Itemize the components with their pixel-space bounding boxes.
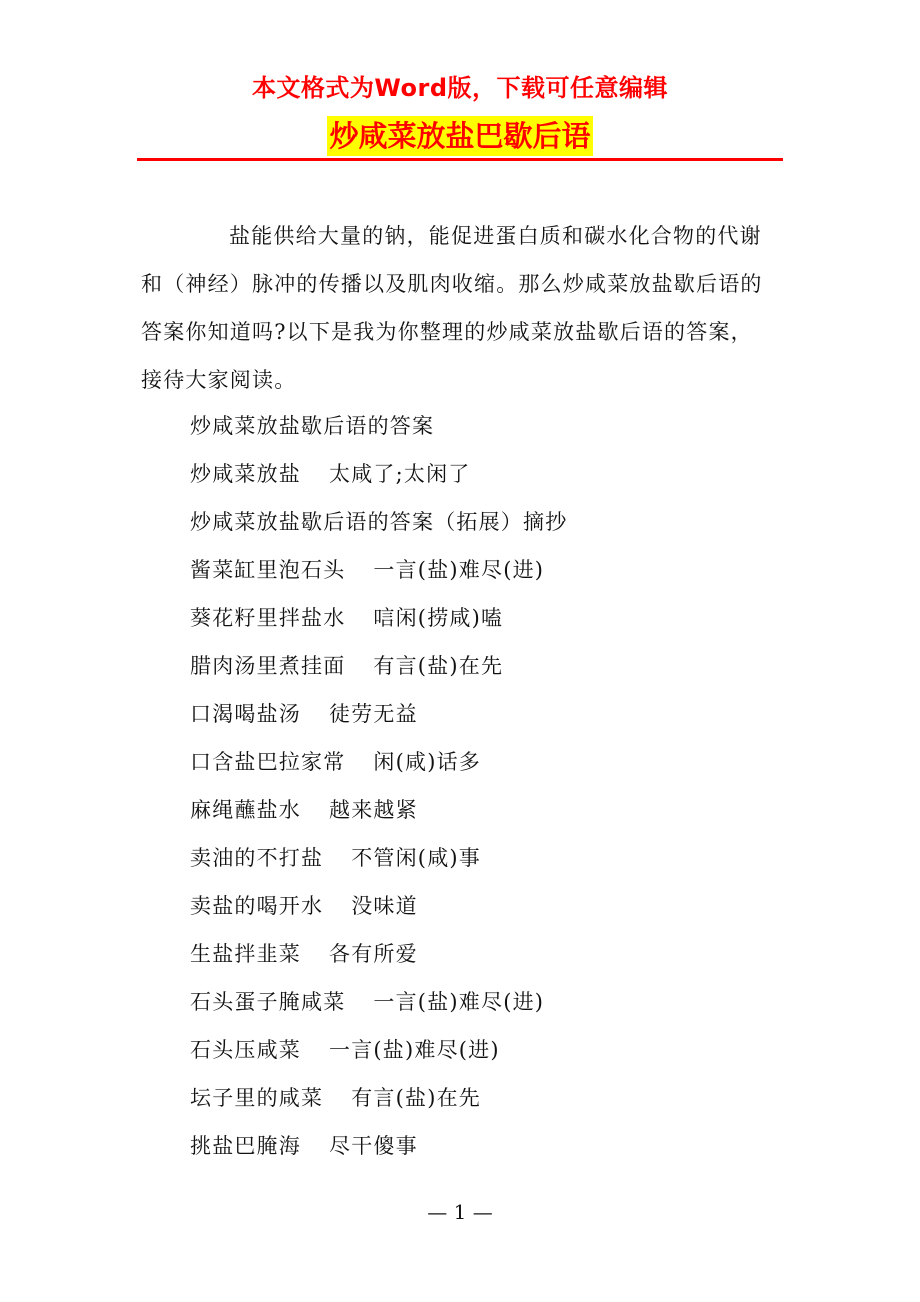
list-item <box>190 498 780 546</box>
list-item <box>190 594 780 642</box>
riddle-part: 口含盐巴拉家常 <box>190 750 346 774</box>
list-item <box>190 930 780 978</box>
list-item <box>190 690 780 738</box>
answer-part: 唁闲(捞咸)嗑 <box>373 606 504 630</box>
riddle-part: 炒咸菜放盐 <box>190 462 301 486</box>
riddle-part: 口渴喝盐汤 <box>190 702 301 726</box>
answer-part: 闲(咸)话多 <box>373 750 481 774</box>
page-number: — 1 — <box>427 1200 493 1224</box>
riddle-part: 坛子里的咸菜 <box>190 1086 324 1110</box>
answer-part: 太咸了;太闲了 <box>329 462 471 486</box>
intro-paragraph: 盐能供给大量的钠，能促进蛋白质和碳水化合物的代谢和（神经）脉冲的传播以及肌肉收缩。那么炒咸菜放盐歇后语的答案你知道吗?以下是我为你整理的炒咸菜放盐歇后语的答案，接待大家阅读。 <box>141 224 763 392</box>
riddle-part: 炒咸菜放盐歇后语的答案（拓展）摘抄 <box>190 510 568 534</box>
riddle-part: 酱菜缸里泡石头 <box>190 558 346 582</box>
answer-part: 一言(盐)难尽(进) <box>373 558 545 582</box>
answer-part: 没味道 <box>351 894 418 918</box>
answer-part: 徒劳无益 <box>329 702 418 726</box>
riddle-part: 石头蛋子腌咸菜 <box>190 990 346 1014</box>
answer-part: 有言(盐)在先 <box>351 1086 481 1110</box>
riddle-part: 炒咸菜放盐歇后语的答案 <box>190 414 435 438</box>
list-item <box>190 738 780 786</box>
list-item <box>190 1026 780 1074</box>
answer-part: 各有所爱 <box>329 942 418 966</box>
riddle-part: 生盐拌韭菜 <box>190 942 301 966</box>
riddle-part: 腊肉汤里煮挂面 <box>190 654 346 678</box>
riddle-part: 挑盐巴腌海 <box>190 1134 301 1158</box>
list-item <box>190 1122 780 1170</box>
answer-part: 有言(盐)在先 <box>373 654 504 678</box>
list-item <box>190 978 780 1026</box>
list-item <box>190 786 780 834</box>
answer-part: 尽干傻事 <box>329 1134 418 1158</box>
list-item <box>190 882 780 930</box>
list-item <box>190 450 780 498</box>
format-banner: 本文格式为Word版，下载可任意编辑 <box>251 74 669 102</box>
riddle-part: 石头压咸菜 <box>190 1038 301 1062</box>
riddle-part: 卖油的不打盐 <box>190 846 324 870</box>
list-item <box>190 546 780 594</box>
answer-part: 一言(盐)难尽(进) <box>329 1038 500 1062</box>
list-item <box>190 402 780 450</box>
xiehouyu-list <box>190 402 780 1170</box>
title-container <box>0 116 920 156</box>
list-item <box>190 1074 780 1122</box>
answer-part: 不管闲(咸)事 <box>351 846 481 870</box>
riddle-part: 卖盐的喝开水 <box>190 894 324 918</box>
list-item <box>190 834 780 882</box>
title-divider <box>137 158 783 161</box>
riddle-part: 麻绳蘸盐水 <box>190 798 301 822</box>
answer-part: 一言(盐)难尽(进) <box>373 990 545 1014</box>
answer-part: 越来越紧 <box>329 798 418 822</box>
list-item <box>190 642 780 690</box>
document-title: 炒咸菜放盐巴歇后语 <box>327 116 592 156</box>
riddle-part: 葵花籽里拌盐水 <box>190 606 346 630</box>
